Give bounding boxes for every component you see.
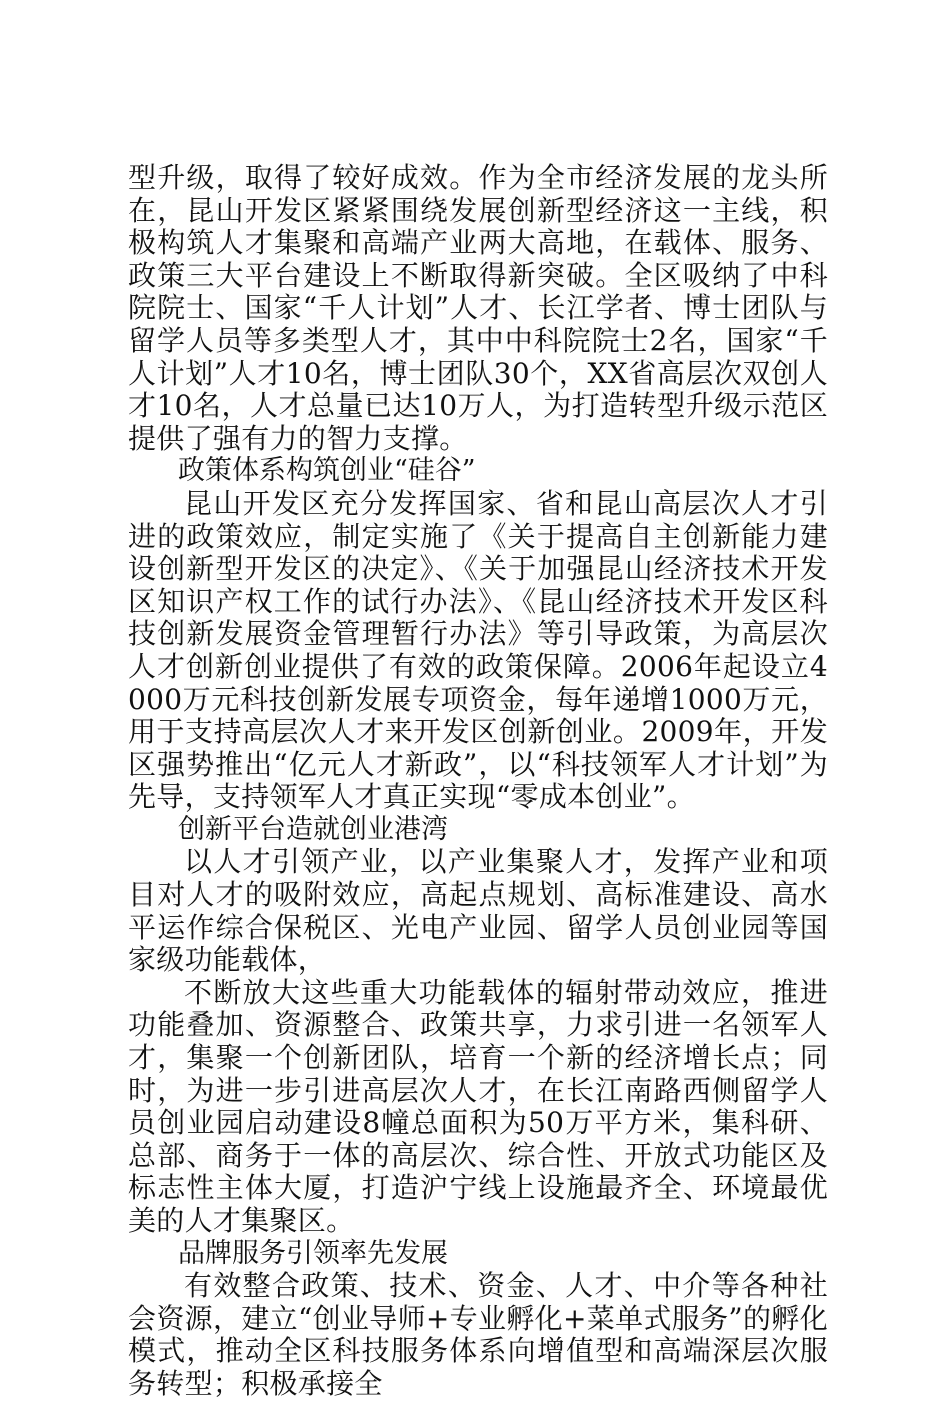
section-heading: 政策体系构筑创业“硅谷” <box>178 455 476 487</box>
body-paragraph: 昆山开发区充分发挥国家、省和昆山高层次人才引进的政策效应，制定实施了《关于提高自主创新能力建设创新型开发区的决定》、《关于加强昆山经济技术开发区知识产权工作的试行办法》、《昆山经济技术开发区科技创新发展资金管理暂行办法》等引导政策，为高层次人才创新创业提供了有效的政策保障。2006年起设立4000万元科技创新发展专项资金，每年递增1000万元，用于支持高层次人才来开发区创新创业。2009年，开发区强势推出“亿元人才新政”，以“科技领军人才计划”为先导，支持领军人才真正实现“零成本创业”。 <box>128 486 828 814</box>
document-page <box>128 162 828 1401</box>
body-paragraph: 有效整合政策、技术、资金、人才、中介等各种社会资源，建立“创业导师+专业孵化+菜单式服务”的孵化模式，推动全区科技服务体系向增值型和高端深层次服务转型；积极承接全 <box>128 1269 828 1400</box>
body-paragraph: 以人才引领产业，以产业集聚人才，发挥产业和项目对人才的吸附效应，高起点规划、高标准建设、高水平运作综合保税区、光电产业园、留学人员创业园等国家级功能载体， <box>128 845 828 977</box>
body-paragraph: 不断放大这些重大功能载体的辐射带动效应，推进功能叠加、资源整合、政策共享，力求引进一名领军人才，集聚一个创新团队，培育一个新的经济增长点；同时，为进一步引进高层次人才，在长江南路西侧留学人员创业园启动建设8幢总面积为50万平方米，集科研、总部、商务于一体的高层次、综合性、开放式功能区及标志性主体大厦，打造沪宁线上设施最齐全、环境最优美的人才集聚区。 <box>128 975 828 1237</box>
section-heading: 品牌服务引领率先发展 <box>178 1237 448 1269</box>
body-paragraph: 型升级，取得了较好成效。作为全市经济发展的龙头所在，昆山开发区紧紧围绕发展创新型经济这一主线，积极构筑人才集聚和高端产业两大高地，在载体、服务、政策三大平台建设上不断取得新突破。全区吸纳了中科院院士、国家“千人计划”人才、长江学者、博士团队与留学人员等多类型人才，其中中科院院士2名，国家“千人计划”人才10名，博士团队30个，XX省高层次双创人才10名，人才总量已达10万人，为打造转型升级示范区提供了强有力的智力支撑。 <box>128 161 828 455</box>
section-heading: 创新平台造就创业港湾 <box>178 813 448 845</box>
